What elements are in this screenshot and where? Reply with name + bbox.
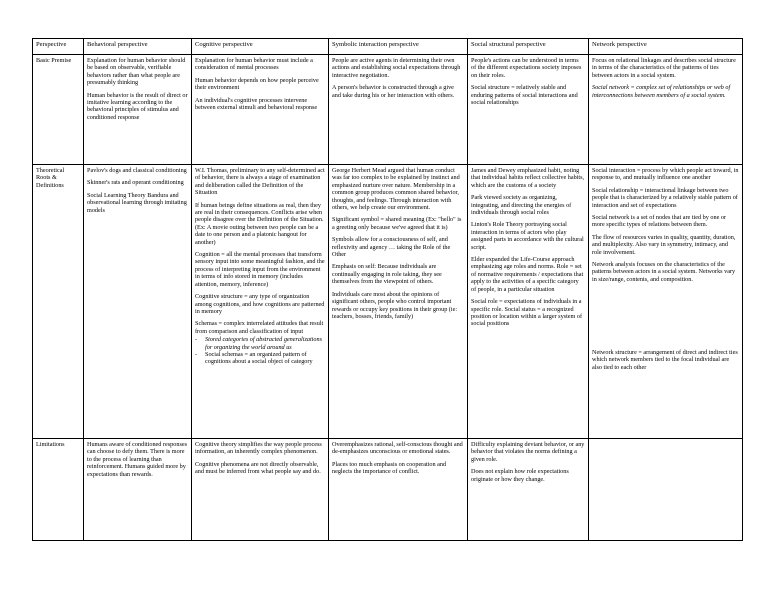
cell-text: Overemphasizes rational, self-conscious thought and de-emphasizes unconscious or emotional states. [332, 441, 463, 456]
cell-text: Human behavior depends on how people perceive their environment [195, 76, 319, 92]
table-row-basic-premise [33, 55, 743, 165]
header-perspective: Perspective [33, 39, 84, 55]
cell-text: A person's behavior is constructed through a give and take during his or her interaction with others. [332, 84, 455, 99]
cell-behavioral [84, 439, 192, 541]
cell-text: Pavlov's dogs and classical conditioning [87, 167, 187, 174]
cell-text: Symbols allow for a consciousness of self, and reflexivity and agency … taking the Role of the Other [332, 236, 451, 259]
cell-network [589, 349, 743, 541]
list-item: - Social schemas = an organized pattern of cognitions about a social object of category [205, 351, 325, 366]
cell-text: W.I. Thomas, preliminary to any self-determined act of behavior, there is always a stage of examination and deliberation called the Definition of the Situation [195, 167, 325, 197]
cell-text: James and Dewey emphasized habit, noting that individual habits reflect collective habits, which are the customs of a society [471, 167, 585, 189]
header-network: Network perspective [589, 39, 743, 55]
cell-text: Network analysis focuses on the characteristics of the patterns between actors in a social system. Networks vary in size/range, contents, and composition. [592, 261, 736, 283]
cell-text: The flow of resources varies in quality, quantity, duration, and multiplexity. Also vary in symmetry, intimacy, and role involvement. [592, 233, 736, 256]
cell-text: Human behavior is the result of direct or imitative learning according to the behavioral principles of stimulus and conditioned response [87, 91, 188, 121]
cell-text: Social relationship = interactional linkage between two people that is characterized by a relatively stable pattern of interaction and set of expectations [592, 186, 738, 209]
cell-text: Explanation for human behavior must include a consideration of mental processes [195, 57, 313, 72]
cell-text: Network structure = arrangement of direct and indirect ties which network members tied to the focal individual are also tied to each other [592, 349, 738, 371]
cell-text: Linton's Role Theory portraying social interaction in terms of actors who play assigned parts in accordance with the cultural script. [471, 221, 584, 251]
cell-text: People's actions can be understood in terms of the different expectations society imposes on their roles. [471, 57, 582, 79]
cell-symbolic [329, 165, 468, 439]
cell-text: An individual's cognitive processes intervene between external stimuli and behavioral response [195, 96, 318, 112]
header-behavioral: Behavioral perspective [84, 39, 192, 55]
cell-network [589, 55, 743, 165]
cell-text: People are active agents in determining their own actions and establishing social expectations through interactive negotiation. [332, 57, 461, 79]
cell-structural [468, 55, 589, 165]
cell-text: Elder expanded the Life-Course approach emphasizing age roles and norms. Role = set of normative requirements / expectations that apply to the activities of a specific category of people, in a particular situation [471, 256, 584, 293]
cell-text: Cognitive structure = any type of organization among cognitions, and how cognitions are patterned in memory [195, 293, 325, 315]
cell-text: Places too much emphasis on cooperation and neglects the importance of conflict. [332, 460, 447, 476]
cell-text: Explanation for human behavior should be based on observable, verifiable behaviors rather than what people are presumably thinking [87, 57, 186, 87]
cell-structural [468, 439, 589, 541]
cell-network [589, 165, 743, 439]
cell-text: Skinner's rats and operant conditioning [87, 179, 184, 187]
cell-text: Park viewed society as organizing, integrating, and directing the energies of individuals through social roles [471, 194, 572, 217]
cell-cognitive [192, 439, 329, 541]
row-label: Theoretical Roots & Definitions [33, 165, 84, 439]
cell-text: Focus on relational linkages and describes social structure in terms of the characteristics of the patterns of ties between actors in a social system. [592, 57, 736, 79]
cell-text: Significant symbol = shared meaning (Ex: "hello" is a greeting only because we've agreed that it is) [332, 216, 462, 231]
header-symbolic: Symbolic interaction perspective [329, 39, 468, 55]
cell-symbolic [329, 55, 468, 165]
cell-text: Emphasis on self: Because individuals are continually engaging in role taking, they see themselves from the viewpoint of others. [332, 263, 442, 286]
cell-text: Schemas = complex interrelated attitudes that result from comparison and classification of input [195, 320, 324, 335]
cell-text: Individuals care most about the opinions of significant others, people who control important rewards or occupy key positions in their group (ie: teachers, bosses, friends, family) [332, 290, 458, 320]
cell-symbolic [329, 439, 468, 541]
header-cognitive: Cognitive perspective [192, 39, 329, 55]
list-item: - Stored categories of abstracted generalizations for organizing the world around us [205, 336, 325, 351]
cell-text: Social network is a set of nodes that are tied by one or more specific types of relations between them. [592, 214, 727, 229]
cell-structural [468, 165, 589, 439]
table-row-limitations [33, 439, 743, 541]
cell-text: George Herbert Mead argued that human conduct was far too complex to be explained by instinct and emphasized nurture over nature. Membership in a common group produces common shared behavior, thoughts, and feelings. Through interaction with others, we help create our environment. [332, 167, 460, 212]
header-structural: Social structural perspective [468, 39, 589, 55]
cell-text: Social Learning Theory Bandura and observational learning through imitating models [87, 191, 187, 214]
cell-text: If human beings define situations as real, then they are real in their consequences. Conflicts arise when people disagree over the Definition of the Situation. (Ex: A movie outing between two people can be a date to one person and a platonic hangout for another) [195, 201, 324, 246]
cell-cognitive [192, 165, 329, 439]
cell-text: Cognitive theory simplifies the way people process information, an inherently complex phenomenon. [195, 441, 322, 456]
cell-behavioral [84, 55, 192, 165]
header-row [33, 39, 743, 55]
cell-text: Difficulty explaining deviant behavior, or any behavior that violates the norms defining a given role. [471, 441, 585, 463]
row-label: Basic Premise [33, 55, 84, 165]
table-row-theoretical-roots [33, 165, 743, 439]
cell-text: Social network = complex set of relationships or web of interconnections between members of a social system. [592, 84, 731, 99]
cell-text: Social role = expectations of individuals in a specific role. Social status = a recognized position or location within a larger system of social positions [471, 298, 583, 328]
cell-cognitive [192, 55, 329, 165]
schema-list [195, 336, 325, 366]
row-label: Limitations [33, 439, 84, 541]
cell-text: Cognition = all the mental processes that transform sensory input into some meaningful fashion, and the process of interpreting input from the environment in terms of info stored in memory (includes attention, memory, inference) [195, 251, 325, 288]
cell-text: Social structure = relatively stable and enduring patterns of social interactions and social relationships [471, 84, 578, 107]
cell-behavioral [84, 165, 192, 439]
perspectives-table [32, 38, 743, 541]
cell-text: Cognitive phenomena are not directly observable, and must be inferred from what people say and do. [195, 460, 321, 476]
cell-text: Social interaction = process by which people act toward, in response to, and mutually influence one another [592, 167, 739, 182]
cell-text: Humans aware of conditioned responses can choose to defy them. There is more to the process of learning than reinforcement. Humans guided more by expectations than rewards. [87, 441, 188, 478]
cell-text: Does not explain how role expectations originate or how they change. [471, 468, 569, 483]
